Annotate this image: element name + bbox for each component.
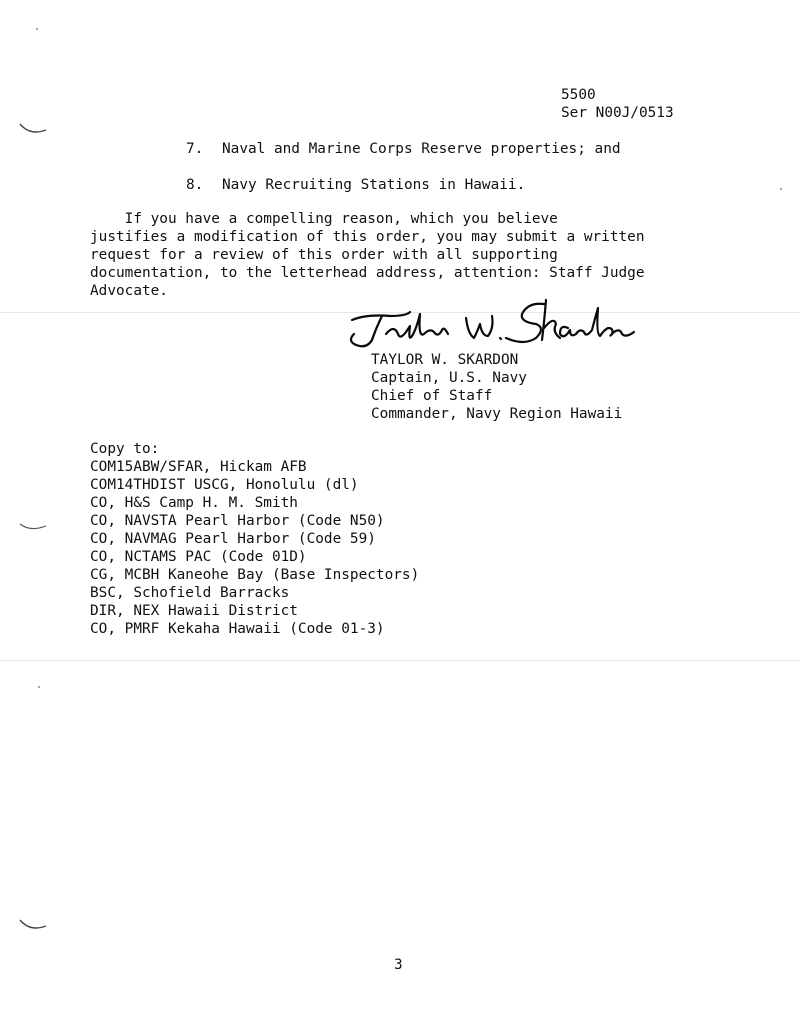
copy-to-recipient: DIR, NEX Hawaii District xyxy=(90,603,298,619)
scan-speck xyxy=(36,28,38,30)
ssic-code: 5500 xyxy=(561,87,596,103)
page-number: 3 xyxy=(394,957,403,973)
list-item-number: 8. xyxy=(186,177,204,193)
copy-to-recipient: CO, NCTAMS PAC (Code 01D) xyxy=(90,549,307,565)
list-item-text: Navy Recruiting Stations in Hawaii. xyxy=(222,177,526,193)
copy-to-recipient: CO, NAVSTA Pearl Harbor (Code N50) xyxy=(90,513,385,529)
signer-title-line: Chief of Staff xyxy=(371,388,493,404)
serial-number: Ser N00J/0513 xyxy=(561,105,674,121)
fold-line xyxy=(0,660,800,661)
signer-title-line: Commander, Navy Region Hawaii xyxy=(371,406,623,422)
punch-hole-mark xyxy=(18,520,48,534)
handwritten-signature xyxy=(346,294,636,354)
paragraph-line: request for a review of this order with all supporting xyxy=(90,247,558,263)
paragraph-line: Advocate. xyxy=(90,283,168,299)
signer-title-line: Captain, U.S. Navy xyxy=(371,370,527,386)
punch-hole-mark xyxy=(18,918,48,932)
paragraph-line: documentation, to the letterhead address, attention: Staff Judge xyxy=(90,265,645,281)
list-item-text: Naval and Marine Corps Reserve properties; and xyxy=(222,141,621,157)
paragraph-line: If you have a compelling reason, which you believe xyxy=(90,211,558,227)
copy-to-recipient: CO, NAVMAG Pearl Harbor (Code 59) xyxy=(90,531,376,547)
copy-to-recipient: BSC, Schofield Barracks xyxy=(90,585,290,601)
scan-speck xyxy=(780,188,782,190)
signer-name: TAYLOR W. SKARDON xyxy=(371,352,519,368)
copy-to-recipient: COM14THDIST USCG, Honolulu (dl) xyxy=(90,477,359,493)
list-item-number: 7. xyxy=(186,141,204,157)
copy-to-recipient: CO, H&S Camp H. M. Smith xyxy=(90,495,298,511)
copy-to-heading: Copy to: xyxy=(90,441,160,457)
copy-to-recipient: CG, MCBH Kaneohe Bay (Base Inspectors) xyxy=(90,567,420,583)
copy-to-recipient: CO, PMRF Kekaha Hawaii (Code 01-3) xyxy=(90,621,385,637)
punch-hole-mark xyxy=(18,122,48,136)
copy-to-recipient: COM15ABW/SFAR, Hickam AFB xyxy=(90,459,307,475)
scan-speck xyxy=(38,686,40,688)
paragraph-line: justifies a modification of this order, you may submit a written xyxy=(90,229,645,245)
